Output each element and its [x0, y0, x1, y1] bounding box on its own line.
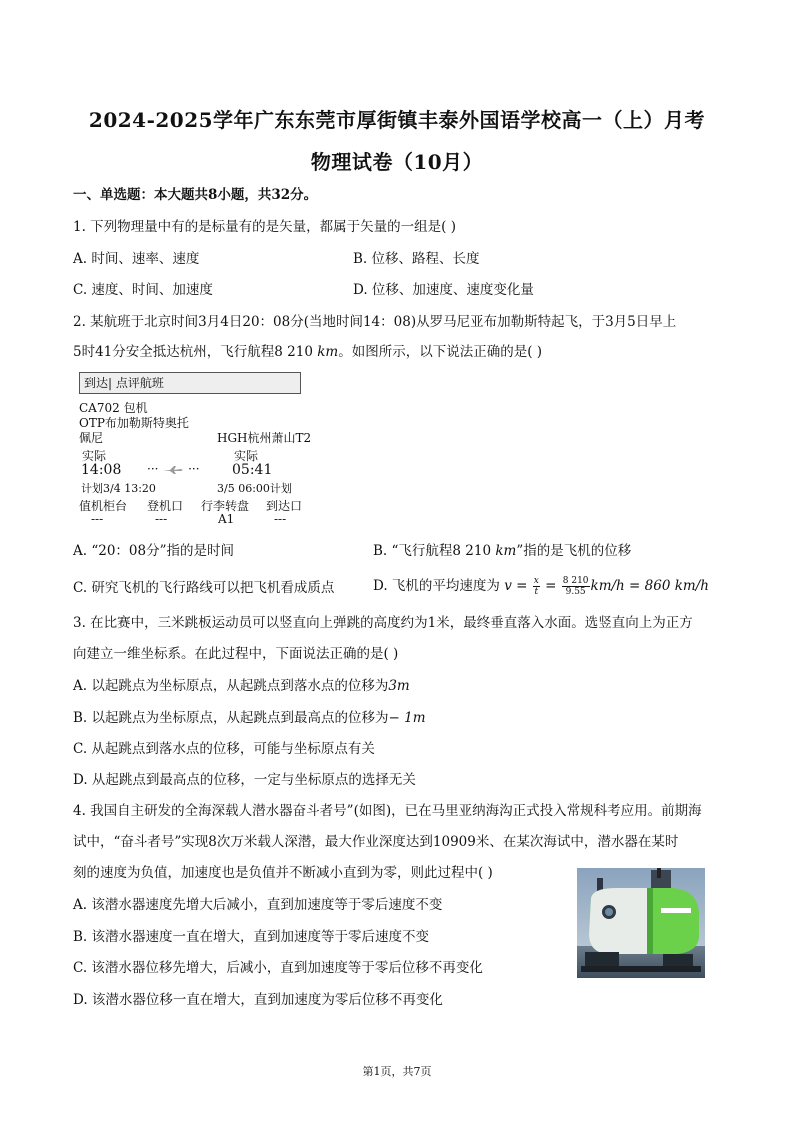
- page-footer: 第1页，共7页: [362, 1065, 432, 1078]
- checkin-counter-label: 值机柜台: [79, 499, 128, 513]
- fraction-numerator: x: [533, 576, 539, 586]
- question-4-stem-line3: 刻的速度为负值，加速度也是负值并不断减小直到为零，则此过程中( ): [73, 865, 493, 881]
- fraction-numerator: 8 210: [562, 576, 589, 586]
- speed-result: km/h = 860 km/h: [590, 578, 709, 594]
- option-d-text: D. 飞机的平均速度为: [373, 578, 505, 594]
- question-3-stem-line1: 3. 在比赛中，三米跳板运动员可以竖直向上弹跳的高度约为1米，最终垂直落入水面。选竖直向上为正方: [73, 615, 693, 631]
- stem-text-end: 。如图所示，以下说法正确的是( ): [338, 344, 543, 360]
- destination-airport: HGH杭州萧山T2: [217, 431, 312, 445]
- planned-arrival: 3/5 06:00计划: [217, 482, 292, 495]
- actual-label-arrival: 实际: [234, 449, 259, 463]
- option-b-text: B. 以起跳点为坐标原点，从起跳点到最高点的位移为: [73, 710, 389, 726]
- flight-info-card: [79, 372, 312, 527]
- question-1-option-b: B. 位移、路程、长度: [353, 251, 480, 267]
- question-2-stem-line1: 2. 某航班于北京时间3月4日20：08分(当地时间14：08)从罗马尼亚布加勒斯特起飞，于3月5日早上: [73, 314, 677, 330]
- submersible-photo: [577, 868, 705, 978]
- question-2-option-b: [373, 542, 631, 560]
- equals-sign: =: [511, 578, 532, 594]
- origin-airport-line2: 佩尼: [79, 431, 104, 445]
- departure-time: 14:08: [81, 462, 122, 478]
- question-2-option-d: [373, 574, 709, 598]
- arrival-exit-value: ---: [274, 512, 287, 526]
- submersible-image: [577, 868, 705, 978]
- flight-card-header: 到达| 点评航班: [79, 372, 301, 394]
- question-4-stem-line1: 4. 我国自主研发的全海深载人潜水器奋斗者号”(如图)，已在马里亚纳海沟正式投入常规科考应用。前期海: [73, 803, 702, 819]
- question-3-option-d: D. 从起跳点到最高点的位移，一定与坐标原点的选择无关: [73, 772, 416, 788]
- fraction-denominator: t: [534, 587, 539, 597]
- checkin-counter-value: ---: [91, 512, 104, 526]
- question-1-option-a: A. 时间、速率、速度: [73, 251, 200, 267]
- question-2-option-a: A. “20：08分”指的是时间: [73, 543, 234, 559]
- airplane-icon: [162, 465, 184, 475]
- question-4-option-a: A. 该潜水器速度先增大后减小，直到加速度等于零后速度不变: [73, 897, 443, 913]
- boarding-gate-label: 登机口: [147, 499, 184, 513]
- question-2-option-c: C. 研究飞机的飞行路线可以把飞机看成质点: [73, 580, 335, 596]
- dots-left: ···: [147, 462, 159, 476]
- baggage-carousel-value: A1: [218, 512, 235, 526]
- option-b-end: ”指的是飞机的位移: [516, 543, 632, 559]
- baggage-carousel-label: 行李转盘: [201, 499, 250, 513]
- exam-title-line1: 2024-2025学年广东东莞市厚街镇丰泰外国语学校高一（上）月考: [88, 108, 706, 132]
- stem-text: 5时41分安全抵达杭州，飞行航程8 210: [73, 344, 318, 360]
- option-b-text: B. “飞行航程8 210: [373, 543, 496, 559]
- option-b-value: − 1m: [388, 710, 426, 726]
- question-4-option-d: D. 该潜水器位移一直在增大，直到加速度为零后位移不再变化: [73, 992, 443, 1008]
- dots-right: ···: [188, 462, 200, 476]
- question-1-option-d: D. 位移、加速度、速度变化量: [353, 282, 534, 298]
- question-3-option-c: C. 从起跳点到落水点的位移，可能与坐标原点有关: [73, 741, 375, 757]
- arrival-time: 05:41: [232, 462, 273, 478]
- option-a-text: A. 以起跳点为坐标原点，从起跳点到落水点的位移为: [73, 678, 389, 694]
- fraction-x-over-t: [533, 576, 540, 597]
- flight-number: CA702 包机: [79, 401, 148, 415]
- question-1-stem: 1. 下列物理量中有的是标量有的是矢量，都属于矢量的一组是( ): [73, 219, 456, 235]
- fraction-denominator: 9.55: [565, 587, 586, 597]
- question-1-option-c: C. 速度、时间、加速度: [73, 282, 213, 298]
- flight-route-graphic: [147, 462, 200, 476]
- exam-title-line2: 物理试卷（10月）: [310, 150, 484, 174]
- origin-airport-line1: OTP布加勒斯特奥托: [79, 416, 189, 430]
- question-3-option-b: [73, 709, 426, 727]
- option-a-value: 3m: [388, 678, 410, 694]
- velocity-symbol: v: [504, 578, 512, 594]
- question-2-stem-line2: [73, 343, 542, 361]
- question-3-option-a: [73, 677, 410, 695]
- section-heading: 一、单选题：本大题共8小题，共32分。: [73, 187, 318, 203]
- planned-departure: 计划3/4 13:20: [81, 482, 156, 495]
- actual-label-departure: 实际: [82, 449, 107, 463]
- question-3-stem-line2: 向建立一维坐标系。在此过程中，下面说法正确的是( ): [73, 646, 399, 662]
- question-4-option-b: B. 该潜水器速度一直在增大，直到加速度等于零后速度不变: [73, 929, 430, 945]
- unit-km: km: [317, 344, 339, 360]
- arrival-exit-label: 到达口: [266, 499, 303, 513]
- fraction-distance-over-time: [562, 576, 590, 597]
- boarding-gate-value: ---: [155, 512, 168, 526]
- question-4-stem-line2: 试中，“奋斗者号”实现8次万米载人深潜，最大作业深度达到10909米、在某次海试中，潜水器在某时: [73, 834, 679, 850]
- question-4-option-c: C. 该潜水器位移先增大，后减小，直到加速度等于零后位移不再变化: [73, 960, 483, 976]
- unit-km: km: [495, 543, 517, 559]
- equals-sign: =: [540, 578, 561, 594]
